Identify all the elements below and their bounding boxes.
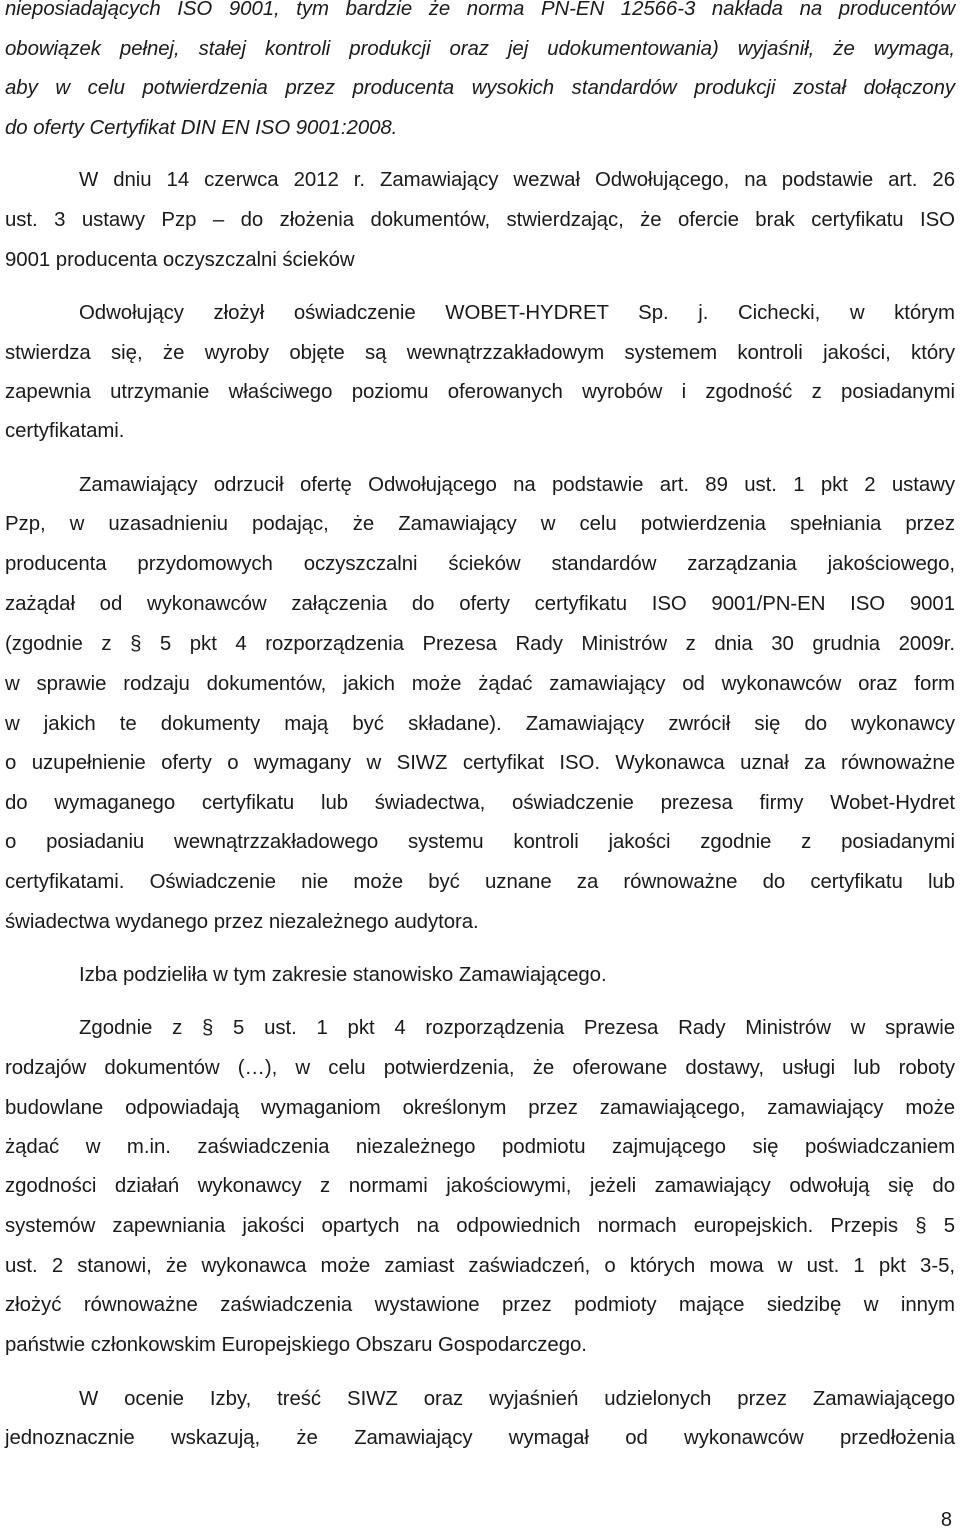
text-line: Zamawiający odrzucił ofertę Odwołującego na podstawie art. 89 ust. 1 pkt 2 ustawy: [79, 474, 955, 496]
text-line: systemów zapewniania jakości opartych na odpowiednich normach europejskich. Przepis § 5: [5, 1215, 955, 1237]
text-line: państwie członkowskim Europejskiego Obszaru Gospodarczego.: [5, 1334, 587, 1356]
text-line: jednoznacznie wskazują, że Zamawiający wymagał od wykonawców przedłożenia: [5, 1427, 955, 1449]
text-line: ust. 2 stanowi, że wykonawca może zamiast zaświadczeń, o których mowa w ust. 1 pkt 3-5,: [5, 1255, 955, 1277]
text-line: w sprawie rodzaju dokumentów, jakich może żądać zamawiający od wykonawców oraz form: [5, 673, 955, 695]
text-line: 9001 producenta oczyszczalni ścieków: [5, 249, 355, 271]
text-line: do wymaganego certyfikatu lub świadectwa, oświadczenie prezesa firmy Wobet-Hydret: [5, 792, 955, 814]
text-line: rodzajów dokumentów (…), w celu potwierdzenia, że oferowane dostawy, usługi lub roboty: [5, 1057, 955, 1079]
text-line: Odwołujący złożył oświadczenie WOBET-HYDRET Sp. j. Cichecki, w którym: [79, 302, 955, 324]
text-line: stwierdza się, że wyroby objęte są wewnątrzzakładowym systemem kontroli jakości, który: [5, 342, 955, 364]
text-line: złożyć równoważne zaświadczenia wystawione przez podmioty mające siedzibę w innym: [5, 1294, 955, 1316]
text-line: zapewnia utrzymanie właściwego poziomu oferowanych wyrobów i zgodność z posiadanymi: [5, 381, 955, 403]
text-line: świadectwa wydanego przez niezależnego audytora.: [5, 911, 479, 933]
text-line: W dniu 14 czerwca 2012 r. Zamawiający wezwał Odwołującego, na podstawie art. 26: [79, 169, 955, 191]
text-line: o posiadaniu wewnątrzzakładowego systemu kontroli jakości zgodnie z posiadanymi: [5, 831, 955, 853]
text-line: certyfikatami. Oświadczenie nie może być uznane za równoważne do certyfikatu lub: [5, 871, 955, 893]
text-line: nieposiadających ISO 9001, tym bardzie że norma PN-EN 12566-3 nakłada na producentów: [5, 0, 955, 20]
text-line: aby w celu potwierdzenia przez producenta wysokich standardów produkcji został dołączony: [5, 77, 955, 99]
text-line: w jakich te dokumenty mają być składane). Zamawiający zwrócił się do wykonawcy: [5, 713, 955, 735]
text-line: obowiązek pełnej, stałej kontroli produkcji oraz jej udokumentowania) wyjaśnił, że wymaga,: [5, 38, 955, 60]
text-line: (zgodnie z § 5 pkt 4 rozporządzenia Prezesa Rady Ministrów z dnia 30 grudnia 2009r.: [5, 633, 955, 655]
text-line: żądać w m.in. zaświadczenia niezależnego podmiotu zajmującego się poświadczaniem: [5, 1136, 955, 1158]
text-line: ust. 3 ustawy Pzp – do złożenia dokumentów, stwierdzając, że ofercie brak certyfikatu ISO: [5, 209, 955, 231]
text-line: zgodności działań wykonawcy z normami jakościowymi, jeżeli zamawiający odwołują się do: [5, 1175, 955, 1197]
text-line: zażądał od wykonawców załączenia do oferty certyfikatu ISO 9001/PN-EN ISO 9001: [5, 593, 955, 615]
text-line: W ocenie Izby, treść SIWZ oraz wyjaśnień udzielonych przez Zamawiającego: [79, 1388, 955, 1410]
text-line: Pzp, w uzasadnieniu podając, że Zamawiający w celu potwierdzenia spełniania przez: [5, 513, 955, 535]
text-line: do oferty Certyfikat DIN EN ISO 9001:2008.: [5, 117, 398, 139]
text-line: producenta przydomowych oczyszczalni ścieków standardów zarządzania jakościowego,: [5, 553, 955, 575]
text-line: o uzupełnienie oferty o wymagany w SIWZ certyfikat ISO. Wykonawca uznał za równoważne: [5, 752, 955, 774]
page-number: 8: [940, 1509, 952, 1531]
text-line: Zgodnie z § 5 ust. 1 pkt 4 rozporządzenia Prezesa Rady Ministrów w sprawie: [79, 1017, 955, 1039]
text-line: Izba podzieliła w tym zakresie stanowisko Zamawiającego.: [79, 964, 607, 986]
text-line: budowlane odpowiadają wymaganiom określonym przez zamawiającego, zamawiający może: [5, 1097, 955, 1119]
text-line: certyfikatami.: [5, 420, 125, 442]
